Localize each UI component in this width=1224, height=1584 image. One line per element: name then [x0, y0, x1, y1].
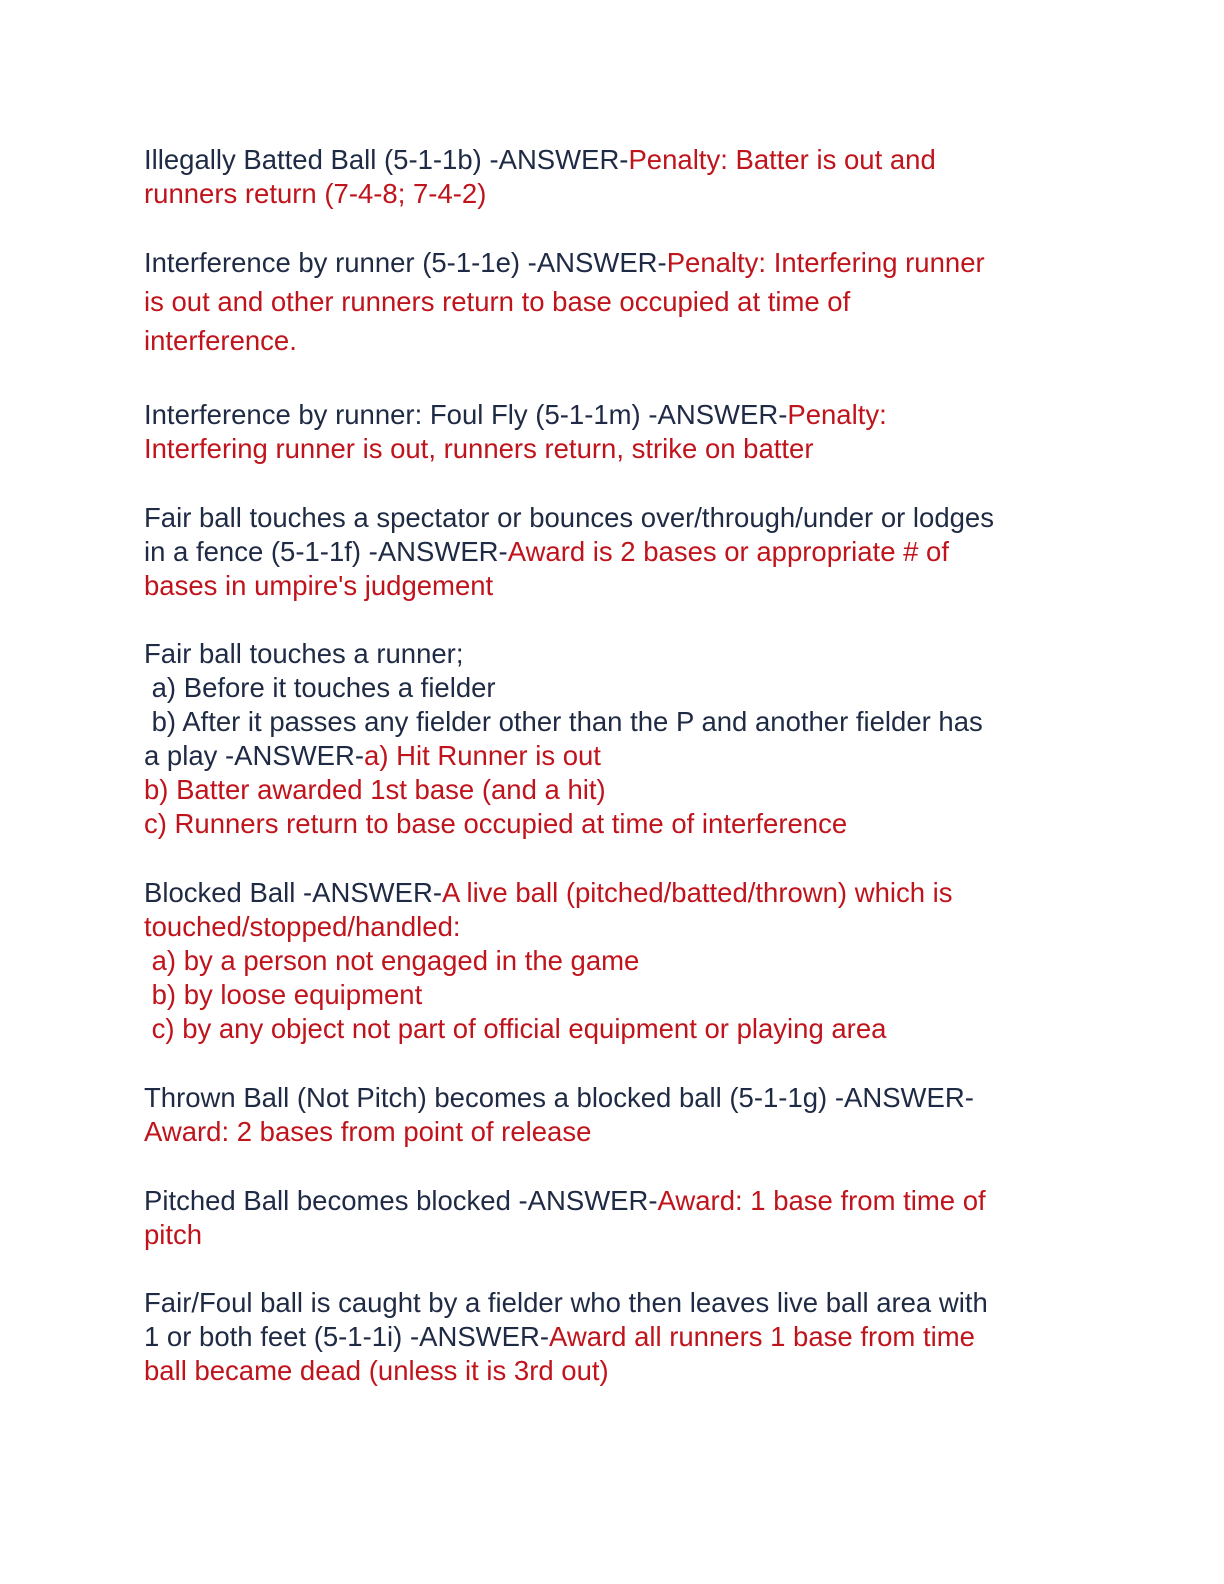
- question-text: Interference by runner: Foul Fly (5-1-1m) -ANSWER-: [144, 399, 788, 430]
- card-7-line-2: [144, 1115, 591, 1149]
- card-5-line-4: [144, 739, 601, 773]
- card-4-line-2: [144, 535, 949, 569]
- card-4-line-1: [144, 501, 994, 535]
- card-1-line-1: [144, 143, 936, 177]
- card-2-line-1: [144, 246, 985, 280]
- answer-text: runners return (7-4-8; 7-4-2): [144, 178, 487, 209]
- answer-text: b) Batter awarded 1st base (and a hit): [144, 774, 606, 805]
- card-5-line-2: [144, 671, 496, 705]
- question-text: Thrown Ball (Not Pitch) becomes a blocked ball (5-1-1g) -ANSWER-: [144, 1082, 974, 1113]
- question-text: 1 or both feet (5-1-1i) -ANSWER-: [144, 1321, 549, 1352]
- answer-text: c) by any object not part of official equipment or playing area: [144, 1013, 887, 1044]
- answer-text: Award is 2 bases or appropriate # of: [507, 536, 949, 567]
- card-5-line-3: [144, 705, 983, 739]
- question-text: b) After it passes any fielder other than the P and another fielder has: [144, 706, 983, 737]
- question-text: Pitched Ball becomes blocked -ANSWER-: [144, 1185, 658, 1216]
- answer-text: is out and other runners return to base occupied at time of: [144, 286, 851, 317]
- answer-text: c) Runners return to base occupied at time of interference: [144, 808, 848, 839]
- answer-text: Penalty: Batter is out and: [628, 144, 936, 175]
- question-text: Interference by runner (5-1-1e) -ANSWER-: [144, 247, 667, 278]
- answer-text: a) Hit Runner is out: [364, 740, 601, 771]
- question-text: Fair/Foul ball is caught by a fielder who then leaves live ball area with: [144, 1287, 988, 1318]
- answer-text: touched/stopped/handled:: [144, 911, 461, 942]
- answer-text: ball became dead (unless it is 3rd out): [144, 1355, 609, 1386]
- card-6-line-2: [144, 910, 461, 944]
- answer-text: A live ball (pitched/batted/thrown) which is: [442, 877, 953, 908]
- answer-text: Interfering runner is out, runners return, strike on batter: [144, 433, 814, 464]
- card-8-line-2: [144, 1218, 202, 1252]
- question-text: in a fence (5-1-1f) -ANSWER-: [144, 536, 508, 567]
- question-text: Fair ball touches a runner;: [144, 638, 464, 669]
- card-7-line-1: [144, 1081, 974, 1115]
- card-2-line-2: [144, 285, 850, 319]
- card-3-line-1: [144, 398, 887, 432]
- question-text: a) Before it touches a fielder: [144, 672, 496, 703]
- card-3-line-2: [144, 432, 814, 466]
- answer-text: Penalty: Interfering runner: [666, 247, 985, 278]
- answer-text: Award: 2 bases from point of release: [144, 1116, 592, 1147]
- card-5-line-6: [144, 807, 847, 841]
- question-text: Blocked Ball -ANSWER-: [144, 877, 442, 908]
- card-1-line-2: [144, 177, 486, 211]
- card-6-line-4: [144, 978, 422, 1012]
- card-9-line-1: [144, 1286, 988, 1320]
- card-6-line-1: [144, 876, 953, 910]
- card-4-line-3: [144, 569, 493, 603]
- answer-text: Award all runners 1 base from time: [548, 1321, 975, 1352]
- card-2-line-3: [144, 324, 297, 358]
- answer-text: b) by loose equipment: [144, 979, 423, 1010]
- card-9-line-2: [144, 1320, 975, 1354]
- answer-text: a) by a person not engaged in the game: [144, 945, 640, 976]
- answer-text: interference.: [144, 325, 297, 356]
- question-text: Illegally Batted Ball (5-1-1b) -ANSWER-: [144, 144, 629, 175]
- answer-text: Award: 1 base from time of: [657, 1185, 986, 1216]
- card-9-line-3: [144, 1354, 609, 1388]
- answer-text: Penalty:: [787, 399, 887, 430]
- answer-text: bases in umpire's judgement: [144, 570, 494, 601]
- question-text: Fair ball touches a spectator or bounces over/through/under or lodges: [144, 502, 994, 533]
- question-text: a play -ANSWER-: [144, 740, 365, 771]
- card-8-line-1: [144, 1184, 986, 1218]
- card-5-line-1: [144, 637, 463, 671]
- card-6-line-3: [144, 944, 639, 978]
- card-6-line-5: [144, 1012, 886, 1046]
- card-5-line-5: [144, 773, 606, 807]
- answer-text: pitch: [144, 1219, 203, 1250]
